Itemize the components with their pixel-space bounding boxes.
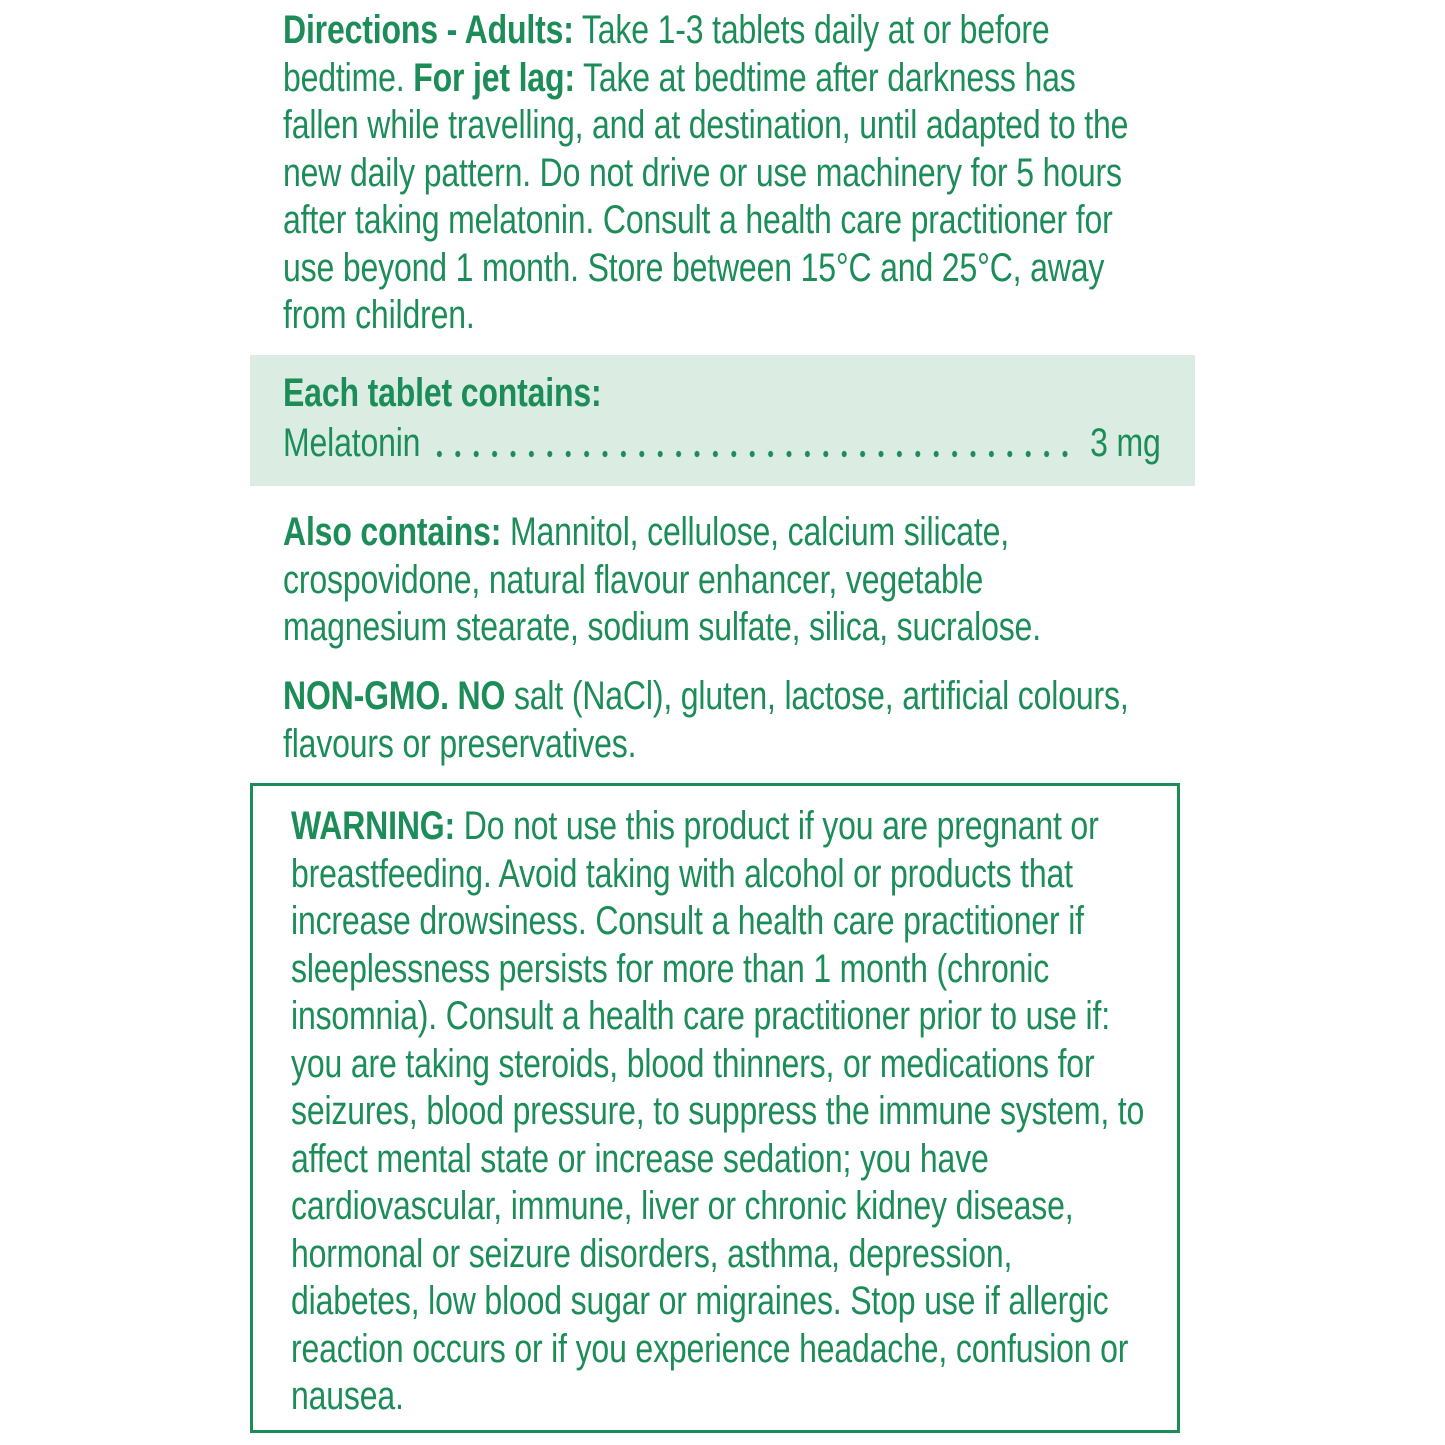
warning-box: [250, 783, 1180, 1433]
facts-heading: Each tablet contains:: [283, 371, 602, 415]
ingredient-name: Melatonin: [283, 421, 421, 465]
warning-paragraph: WARNING: Do not use this product if you are pregnant or breastfeeding. Avoid taking with alcohol or products that increase drowsiness. Consult a health care practitioner if sleeplessness persists for more than 1 month (chronic insomnia). Consult a health care practitioner prior to use if: you are taking steroids, blood thinners, or medications for seizures, blood pressure, to suppress the immune system, to affect mental state or increase sedation; you have cardiovascular, immune, liver or chronic kidney disease, hormonal or seizure disorders, asthma, depression, diabetes, low blood sugar or migraines. Stop use if allergic reaction occurs or if you experience headache, confusion or nausea.: [291, 804, 1145, 1418]
ingredient-row: [283, 418, 1161, 468]
also-contains-paragraph: Also contains: Mannitol, cellulose, calcium silicate, crospovidone, natural flavour enhancer, vegetable magnesium stearate, sodium sulfate, silica, sucralose.: [283, 510, 1041, 649]
non-gmo-paragraph: NON-GMO. NO salt (NaCl), gluten, lactose, artificial colours, flavours or preservatives.: [283, 674, 1129, 766]
dotted-leader: [430, 418, 1077, 468]
supplement-facts-content: [283, 368, 1161, 468]
ingredient-amount: 3 mg: [1090, 421, 1161, 465]
directions-paragraph: Directions - Adults: Take 1-3 tablets daily at or before bedtime. For jet lag: Take at bedtime after darkness has fallen while travelling, and at destination, until adapted to the new daily pattern. Do not drive or use machinery for 5 hours after taking melatonin. Consult a health care practitioner for use beyond 1 month. Store between 15°C and 25°C, away from children.: [283, 8, 1129, 337]
supplement-facts-box: [250, 355, 1195, 486]
